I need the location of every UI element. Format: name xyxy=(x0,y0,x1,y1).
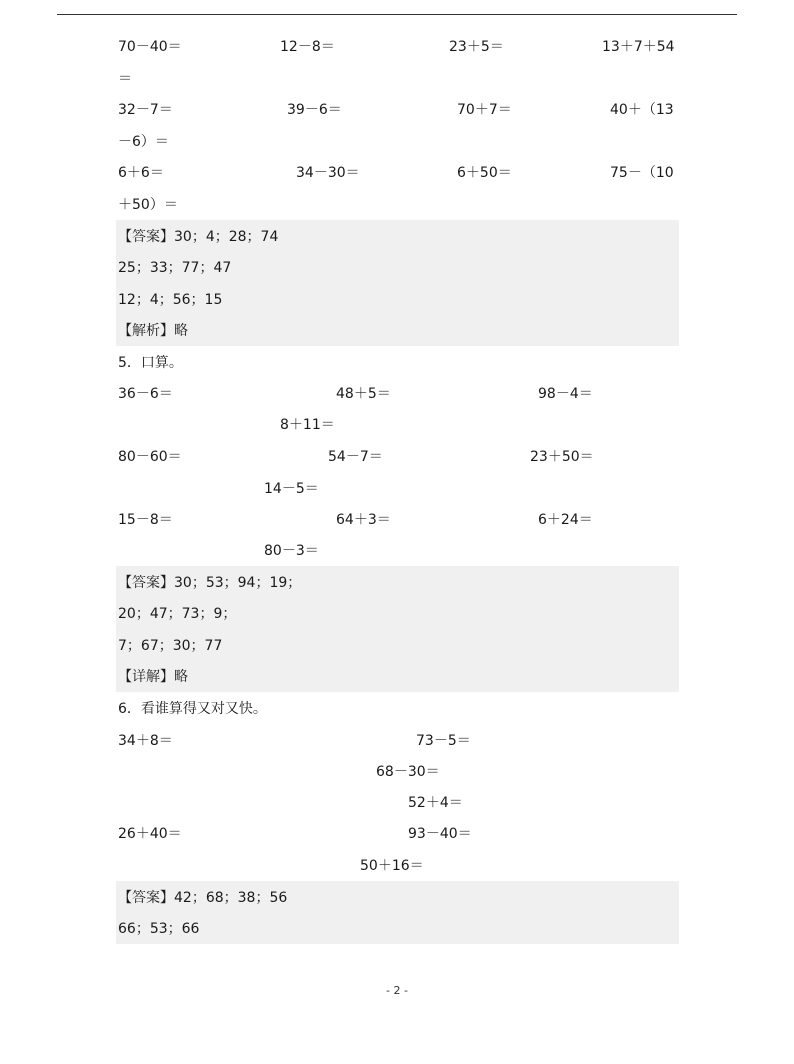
expr: 70＋7＝ xyxy=(457,102,512,118)
answer-line: 【答案】30；4；28；74 xyxy=(118,229,279,245)
answer-line: 25；33；77；47 xyxy=(118,260,232,276)
expr: 23＋50＝ xyxy=(530,449,594,465)
expr: 15－8＝ xyxy=(118,512,173,528)
expr: 6＋50＝ xyxy=(457,165,512,181)
header-rule xyxy=(57,14,737,15)
expr: 32－7＝ xyxy=(118,102,173,118)
expr: 23＋5＝ xyxy=(449,39,504,55)
expr: 80－3＝ xyxy=(264,543,319,559)
answer-line: 7；67；30；77 xyxy=(118,638,223,654)
expr: 98－4＝ xyxy=(538,386,593,402)
expr: 36－6＝ xyxy=(118,386,173,402)
answer-line: 20；47；73；9； xyxy=(118,606,237,622)
answer-line: 66；53；66 xyxy=(118,921,200,937)
expr: 12－8＝ xyxy=(280,39,335,55)
expr: 6＋24＝ xyxy=(538,512,593,528)
expr: 6＋6＝ xyxy=(118,165,164,181)
expr: 34－30＝ xyxy=(296,165,360,181)
expr: 64＋3＝ xyxy=(336,512,391,528)
page-number: - 2 - xyxy=(386,984,408,997)
answer-line: 【答案】30；53；94；19； xyxy=(118,575,302,591)
expr: 39－6＝ xyxy=(287,102,342,118)
expr: 54－7＝ xyxy=(328,449,383,465)
expr: 73－5＝ xyxy=(416,733,471,749)
expr: ＝ xyxy=(118,71,132,87)
expr: 93－40＝ xyxy=(408,826,472,842)
expr: 52＋4＝ xyxy=(408,795,463,811)
expr: 75－（10 xyxy=(610,165,674,181)
expr: 40＋（13 xyxy=(610,102,674,118)
detail-line: 【详解】略 xyxy=(118,669,188,685)
question-title: 5．口算。 xyxy=(118,355,183,371)
expr: 26＋40＝ xyxy=(118,826,182,842)
expr: 14－5＝ xyxy=(264,481,319,497)
expr: 70－40＝ xyxy=(118,39,182,55)
analysis-line: 【解析】略 xyxy=(118,323,188,339)
expr: 34＋8＝ xyxy=(118,733,173,749)
expr: 68－30＝ xyxy=(376,764,440,780)
expr: 50＋16＝ xyxy=(360,858,424,874)
expr: 80－60＝ xyxy=(118,449,182,465)
expr: 13＋7＋54 xyxy=(602,39,675,55)
answer-line: 12；4；56；15 xyxy=(118,292,223,308)
expr: ＋50）＝ xyxy=(118,197,178,213)
expr: 8＋11＝ xyxy=(280,417,335,433)
answer-line: 【答案】42；68；38；56 xyxy=(118,890,288,906)
expr: 48＋5＝ xyxy=(336,386,391,402)
question-title: 6．看谁算得又对又快。 xyxy=(118,701,267,717)
expr: －6）＝ xyxy=(118,134,169,150)
